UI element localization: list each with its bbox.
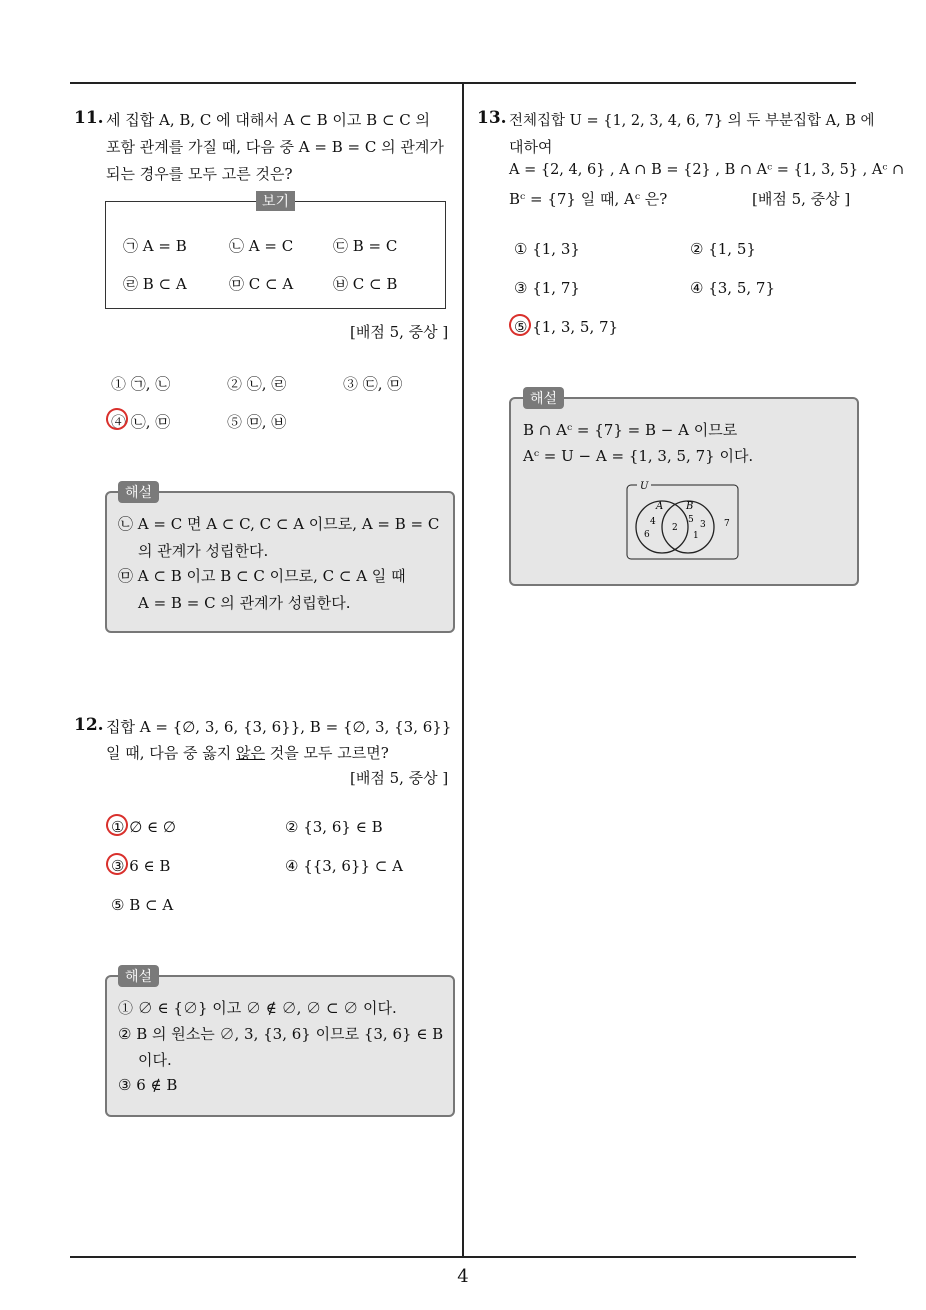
q11-bogi-label: 보기	[256, 191, 295, 211]
q12-solution-line-3: 이다.	[138, 1051, 172, 1069]
q12-option-2[interactable]: ② {3, 6} ∈ B	[285, 818, 383, 836]
q13-text-line-4: Bᶜ = {7} 일 때, Aᶜ 은?	[509, 190, 668, 208]
venn-elem-7: 7	[724, 519, 730, 529]
venn-label-u: U	[640, 481, 649, 492]
venn-universe-rect	[627, 485, 738, 559]
q12-text-line-2-pre: 일 때, 다음 중 옳지	[106, 744, 237, 762]
q11-bogi-item-3: ㉢ B = C	[333, 237, 398, 255]
q13-text-line-3: A = {2, 4, 6} , A ∩ B = {2} , B ∩ Aᶜ = {1, 3, 5} , Aᶜ ∩	[509, 162, 905, 178]
q13-number: 13.	[477, 108, 507, 128]
venn-elem-4: 4	[650, 517, 656, 527]
q12-score: [배점 5, 중상 ]	[350, 769, 449, 787]
q11-solution-line-2: 의 관계가 성립한다.	[138, 542, 269, 560]
q13-option-1[interactable]: ① {1, 3}	[514, 240, 580, 258]
venn-elem-3: 3	[700, 520, 706, 530]
q11-solution-line-4: A = B = C 의 관계가 성립한다.	[138, 594, 351, 612]
q11-text-line-2: 포함 관계를 가질 때, 다음 중 A = B = C 의 관계가	[106, 138, 444, 156]
venn-elem-6: 6	[644, 530, 650, 540]
venn-label-a: A	[656, 501, 664, 512]
q12-text-underlined: 않은	[236, 744, 266, 762]
q11-solution-label: 해설	[118, 481, 159, 503]
page-number: 4	[457, 1266, 469, 1287]
q13-solution-label: 해설	[523, 387, 564, 409]
q12-option-4[interactable]: ④ {{3, 6}} ⊂ A	[285, 857, 403, 875]
q12-solution-line-2: ② B 의 원소는 ∅, 3, {3, 6} 이므로 {3, 6} ∈ B	[118, 1025, 444, 1043]
q12-option-5[interactable]: ⑤ B ⊂ A	[111, 896, 174, 914]
q12-text-line-2-post: 것을 모두 고르면?	[265, 744, 389, 762]
q13-text-line-2: 대하여	[509, 138, 553, 156]
q11-text-line-3: 되는 경우를 모두 고른 것은?	[106, 165, 293, 183]
q11-option-4[interactable]: ④ ㉡, ㉤	[111, 413, 171, 431]
q13-option-5[interactable]: ⑤ {1, 3, 5, 7}	[514, 318, 619, 336]
q13-score: [배점 5, 중상 ]	[752, 190, 851, 208]
q13-venn-diagram	[624, 477, 742, 563]
q12-solution-line-4: ③ 6 ∉ B	[118, 1076, 178, 1094]
q12-solution-label: 해설	[118, 965, 159, 987]
venn-label-b: B	[686, 501, 694, 512]
q11-option-2[interactable]: ② ㉡, ㉣	[227, 375, 287, 393]
q11-score: [배점 5, 중상 ]	[350, 323, 449, 341]
q11-bogi-item-2: ㉡ A = C	[229, 237, 294, 255]
venn-elem-2: 2	[672, 523, 678, 533]
q12-option-3[interactable]: ③ 6 ∈ B	[111, 857, 171, 875]
q11-text-line-1: 세 집합 A, B, C 에 대해서 A ⊂ B 이고 B ⊂ C 의	[106, 111, 431, 129]
q13-solution-line-2: Aᶜ = U − A = {1, 3, 5, 7} 이다.	[523, 447, 754, 465]
q12-text-line-1: 집합 A = {∅, 3, 6, {3, 6}}, B = {∅, 3, {3, 6}}	[106, 718, 452, 736]
q11-bogi-item-4: ㉣ B ⊂ A	[123, 275, 187, 293]
q11-solution-line-1: ㉡ A = C 면 A ⊂ C, C ⊂ A 이므로, A = B = C	[118, 515, 440, 533]
q11-solution-line-3: ㉤ A ⊂ B 이고 B ⊂ C 이므로, C ⊂ A 일 때	[118, 567, 406, 585]
q12-option-1[interactable]: ① ∅ ∈ ∅	[111, 818, 176, 836]
q13-text-line-1: 전체집합 U = {1, 2, 3, 4, 6, 7} 의 두 부분집합 A, B 에	[509, 113, 875, 129]
venn-elem-5: 5	[688, 515, 694, 525]
q12-text-line-2	[106, 742, 389, 763]
q11-bogi-item-6: ㉥ C ⊂ B	[333, 275, 398, 293]
q13-option-4[interactable]: ④ {3, 5, 7}	[690, 279, 776, 297]
q11-bogi-item-1: ㉠ A = B	[123, 237, 187, 255]
q11-option-5[interactable]: ⑤ ㉤, ㉥	[227, 413, 287, 431]
q13-option-2[interactable]: ② {1, 5}	[690, 240, 756, 258]
q11-option-1[interactable]: ① ㉠, ㉡	[111, 375, 171, 393]
q12-number: 12.	[74, 715, 104, 735]
q11-bogi-item-5: ㉤ C ⊂ A	[229, 275, 294, 293]
q13-solution-line-1: B ∩ Aᶜ = {7} = B − A 이므로	[523, 421, 738, 439]
q11-option-3[interactable]: ③ ㉢, ㉤	[343, 375, 403, 393]
q11-number: 11.	[74, 108, 104, 128]
q13-option-3[interactable]: ③ {1, 7}	[514, 279, 580, 297]
venn-elem-1: 1	[693, 531, 699, 541]
bottom-rule	[70, 1256, 856, 1258]
column-divider	[462, 82, 464, 1257]
q12-solution-line-1: ① ∅ ∈ {∅} 이고 ∅ ∉ ∅, ∅ ⊂ ∅ 이다.	[118, 999, 397, 1017]
